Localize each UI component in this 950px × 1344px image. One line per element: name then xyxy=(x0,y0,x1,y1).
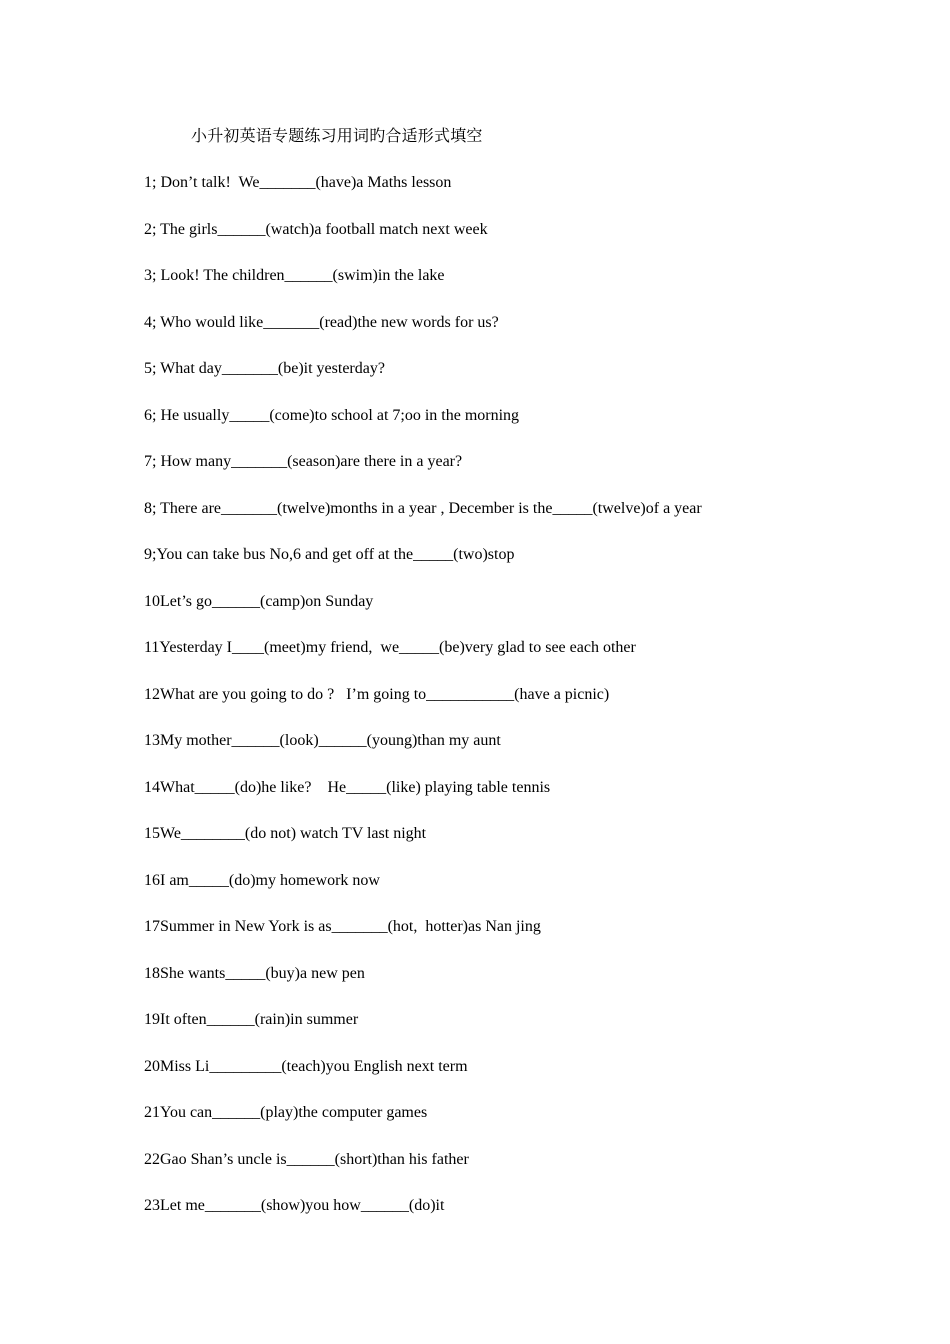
question-item: 14What_____(do)he like? He_____(like) playing table tennis xyxy=(144,778,551,796)
question-item: 1; Don’t talk! We_______(have)a Maths lesson xyxy=(144,174,452,191)
question-item: 17Summer in New York is as_______(hot, hotter)as Nan jing xyxy=(144,918,541,935)
question-item: 21You can______(play)the computer games xyxy=(144,1104,428,1121)
question-item: 7; How many_______(season)are there in a year? xyxy=(144,453,463,470)
question-item: 5; What day_______(be)it yesterday? xyxy=(144,360,385,377)
question-item: 23Let me_______(show)you how______(do)it xyxy=(144,1197,445,1214)
question-list xyxy=(144,172,702,1242)
question-item: 8; There are_______(twelve)months in a year , December is the_____(twelve)of a year xyxy=(144,499,702,517)
worksheet-title: 小升初英语专题练习用词旳合适形式填空 xyxy=(191,128,483,145)
question-item: 3; Look! The children______(swim)in the lake xyxy=(144,267,445,284)
question-item: 13My mother______(look)______(young)than my aunt xyxy=(144,732,501,749)
question-item: 22Gao Shan’s uncle is______(short)than his father xyxy=(144,1150,469,1168)
question-item: 2; The girls______(watch)a football match next week xyxy=(144,220,488,238)
question-item: 19It often______(rain)in summer xyxy=(144,1011,359,1028)
question-item: 10Let’s go______(camp)on Sunday xyxy=(144,592,374,610)
question-item: 18She wants_____(buy)a new pen xyxy=(144,964,365,982)
question-item: 11Yesterday I____(meet)my friend, we_____(be)very glad to see each other xyxy=(144,639,636,656)
question-item: 6; He usually_____(come)to school at 7;oo in the morning xyxy=(144,406,520,424)
question-item: 20Miss Li_________(teach)you English next term xyxy=(144,1057,468,1075)
question-item: 4; Who would like_______(read)the new words for us? xyxy=(144,313,499,331)
question-item: 15We________(do not) watch TV last night xyxy=(144,825,427,842)
question-item: 16I am_____(do)my homework now xyxy=(144,871,380,889)
question-item: 12What are you going to do ? I’m going to___________(have a picnic) xyxy=(144,685,610,703)
question-item: 9;You can take bus No,6 and get off at the_____(two)stop xyxy=(144,546,515,563)
